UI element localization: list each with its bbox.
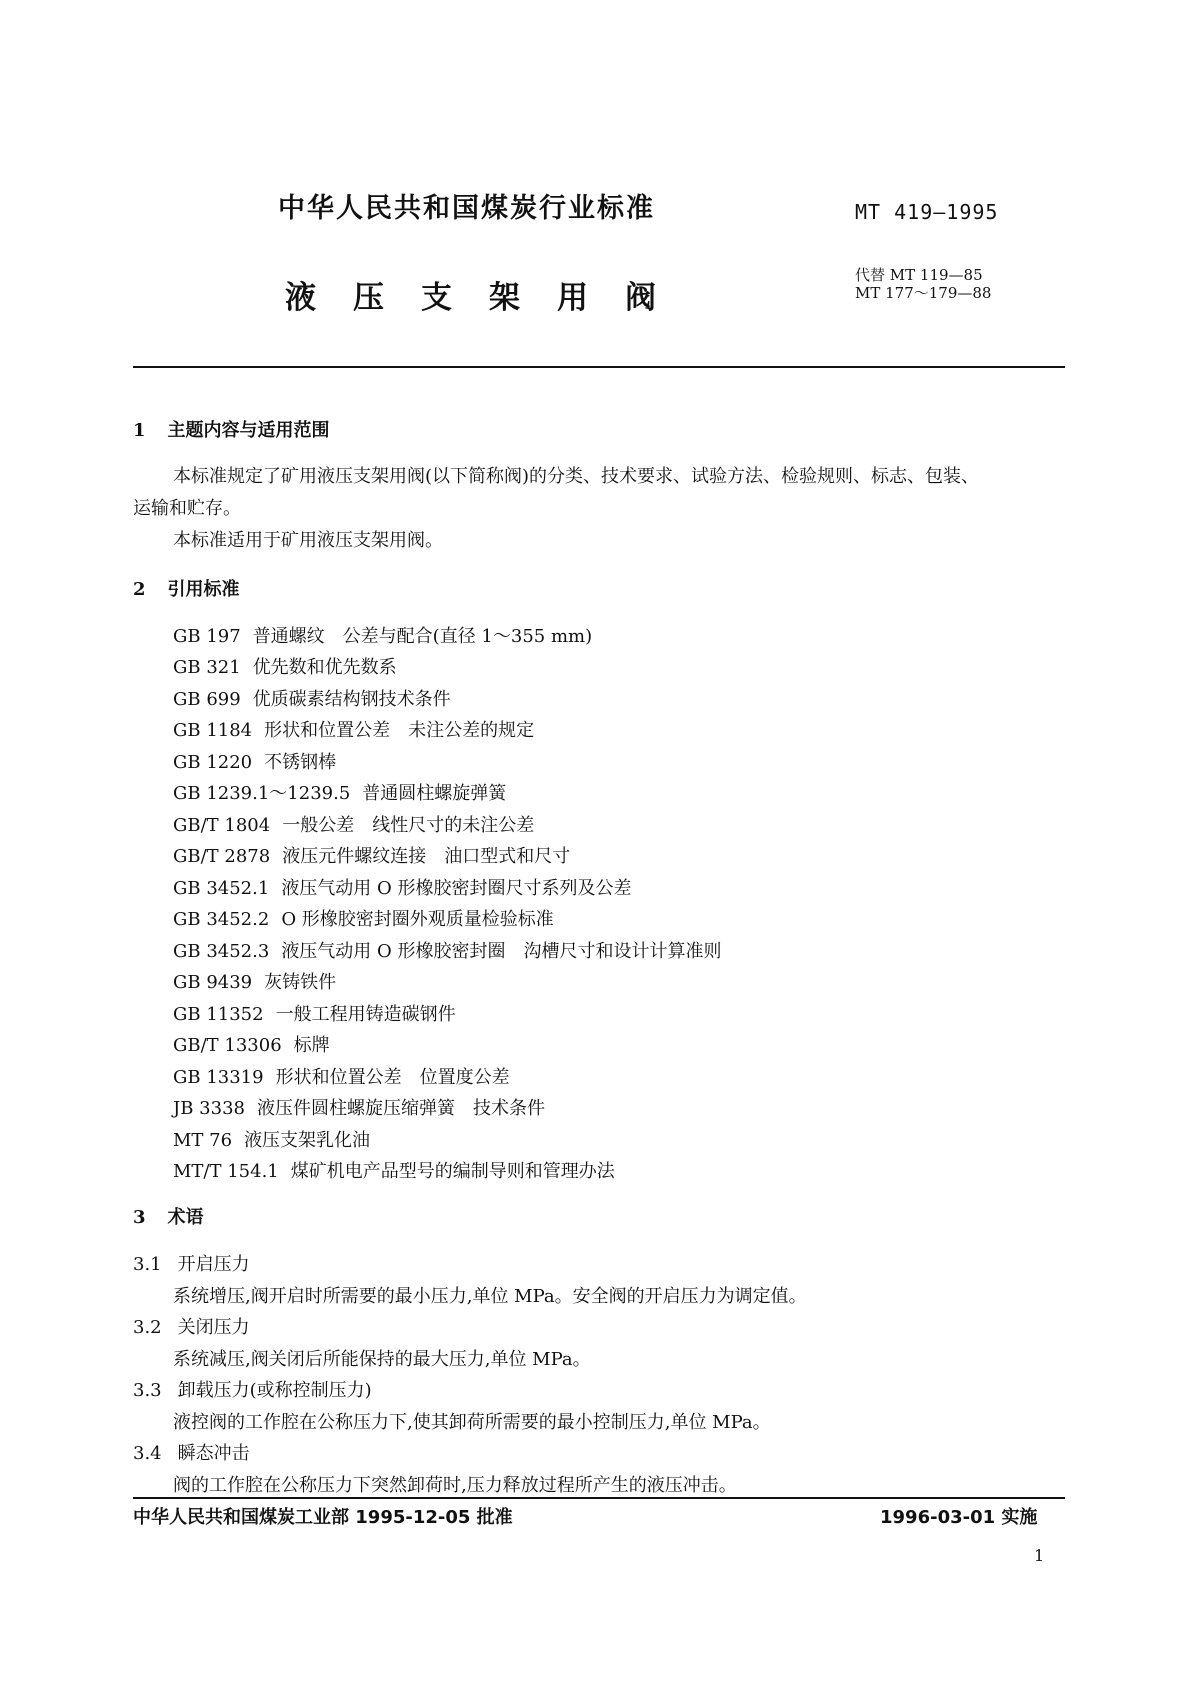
- header-divider: [133, 366, 1065, 368]
- reference-code: GB 3452.3: [173, 941, 270, 962]
- section-title: 引用标准: [167, 579, 240, 600]
- reference-item: [173, 1000, 456, 1026]
- reference-title: 液压件圆柱螺旋压缩弹簧 技术条件: [256, 1098, 545, 1119]
- reference-code: MT 76: [173, 1130, 233, 1151]
- reference-item: [173, 842, 570, 868]
- standard-code: MT 419—1995: [855, 200, 999, 224]
- reference-item: [173, 937, 722, 963]
- reference-item: [173, 779, 506, 805]
- term-number: 3.1: [133, 1254, 162, 1275]
- term-heading: [133, 1313, 250, 1339]
- title-char: 架: [489, 280, 520, 316]
- reference-item: [173, 622, 592, 648]
- reference-code: MT/T 154.1: [173, 1161, 279, 1182]
- reference-code: GB 11352: [173, 1004, 264, 1025]
- reference-code: GB 1220: [173, 752, 253, 773]
- reference-code: GB/T 13306: [173, 1035, 282, 1056]
- page-number: 1: [1034, 1546, 1045, 1565]
- title-char: 液: [285, 280, 316, 316]
- reference-title: 液压气动用 O 形橡胶密封圈尺寸系列及公差: [281, 878, 632, 899]
- reference-item: [173, 874, 632, 900]
- document-title: [285, 272, 656, 317]
- section-1-para-1-line-1: 本标准规定了矿用液压支架用阀(以下简称阀)的分类、技术要求、试验方法、检验规则、标志、包装、: [173, 466, 980, 487]
- term-description: 液控阀的工作腔在公称压力下,使其卸荷所需要的最小控制压力,单位 MPa。: [173, 1412, 771, 1433]
- reference-code: GB 699: [173, 689, 241, 710]
- reference-item: [173, 1157, 615, 1183]
- effective-date: 1996-03-01 实施: [880, 1507, 1038, 1528]
- reference-code: GB 1239.1～1239.5: [173, 783, 351, 804]
- term-name: 卸载压力(或称控制压力): [177, 1380, 372, 1401]
- reference-code: GB 321: [173, 657, 241, 678]
- title-char: 支: [421, 280, 452, 316]
- reference-title: 不锈钢棒: [264, 752, 337, 773]
- standard-title: 中华人民共和国煤炭行业标准: [278, 193, 655, 224]
- reference-title: 液压支架乳化油: [244, 1130, 371, 1151]
- reference-title: 优先数和优先数系: [252, 657, 397, 678]
- reference-item: [173, 685, 451, 711]
- reference-title: 形状和位置公差 位置度公差: [275, 1067, 510, 1088]
- reference-title: 优质碳素结构钢技术条件: [252, 689, 451, 710]
- reference-item: [173, 748, 336, 774]
- reference-title: 液压气动用 O 形橡胶密封圈 沟槽尺寸和设计计算准则: [281, 941, 722, 962]
- title-char: 阀: [625, 280, 656, 316]
- reference-item: [173, 1031, 330, 1057]
- section-2-heading: [133, 575, 240, 601]
- term-description: 系统减压,阀关闭后所能保持的最大压力,单位 MPa。: [173, 1349, 591, 1370]
- reference-code: GB 13319: [173, 1067, 264, 1088]
- title-char: 用: [557, 280, 588, 316]
- section-3-heading: [133, 1203, 204, 1229]
- title-char: 压: [353, 280, 384, 316]
- term-heading: [133, 1250, 250, 1276]
- section-1-para-1-line-2: 运输和贮存。: [133, 498, 241, 519]
- term-number: 3.4: [133, 1443, 162, 1464]
- term-heading: [133, 1376, 372, 1402]
- reference-item: [173, 811, 534, 837]
- section-number: 3: [133, 1207, 146, 1228]
- reference-title: 液压元件螺纹连接 油口型式和尺寸: [282, 846, 571, 867]
- reference-title: 普通圆柱螺旋弹簧: [362, 783, 507, 804]
- reference-title: 灰铸铁件: [264, 972, 337, 993]
- reference-item: [173, 1126, 370, 1152]
- term-name: 开启压力: [177, 1254, 250, 1275]
- reference-item: [173, 716, 534, 742]
- approval-line: 中华人民共和国煤炭工业部 1995-12-05 批准: [133, 1507, 513, 1528]
- section-title: 术语: [167, 1207, 204, 1228]
- section-number: 2: [133, 579, 146, 600]
- reference-code: GB 9439: [173, 972, 253, 993]
- term-name: 瞬态冲击: [177, 1443, 250, 1464]
- reference-item: [173, 905, 554, 931]
- reference-code: JB 3338: [173, 1098, 245, 1119]
- reference-title: 标牌: [293, 1035, 330, 1056]
- term-heading: [133, 1439, 250, 1465]
- reference-code: GB 3452.1: [173, 878, 270, 899]
- term-description: 系统增压,阀开启时所需要的最小压力,单位 MPa。安全阀的开启压力为调定值。: [173, 1286, 807, 1307]
- section-1-heading: [133, 416, 330, 442]
- section-title: 主题内容与适用范围: [167, 420, 330, 441]
- reference-item: [173, 1094, 545, 1120]
- replaces-line-1: 代替 MT 119—85: [855, 266, 983, 284]
- reference-title: 煤矿机电产品型号的编制导则和管理办法: [290, 1161, 615, 1182]
- term-description: 阀的工作腔在公称压力下突然卸荷时,压力释放过程所产生的液压冲击。: [173, 1475, 737, 1496]
- reference-code: GB 3452.2: [173, 909, 270, 930]
- reference-code: GB 197: [173, 626, 241, 647]
- reference-title: 普通螺纹 公差与配合(直径 1～355 mm): [252, 626, 593, 647]
- section-1-para-2: 本标准适用于矿用液压支架用阀。: [173, 530, 443, 551]
- section-number: 1: [133, 420, 146, 441]
- reference-title: 一般工程用铸造碳钢件: [275, 1004, 456, 1025]
- reference-title: O 形橡胶密封圈外观质量检验标准: [281, 909, 554, 930]
- reference-item: [173, 968, 336, 994]
- term-number: 3.2: [133, 1317, 162, 1338]
- reference-code: GB 1184: [173, 720, 253, 741]
- replaces-note: [855, 266, 991, 302]
- reference-title: 一般公差 线性尺寸的未注公差: [282, 815, 535, 836]
- reference-code: GB/T 2878: [173, 846, 271, 867]
- term-number: 3.3: [133, 1380, 162, 1401]
- footer-divider: [133, 1497, 1065, 1499]
- reference-code: GB/T 1804: [173, 815, 271, 836]
- reference-item: [173, 1063, 510, 1089]
- reference-item: [173, 653, 397, 679]
- replaces-line-2: MT 177～179—88: [855, 284, 992, 302]
- reference-title: 形状和位置公差 未注公差的规定: [264, 720, 535, 741]
- term-name: 关闭压力: [177, 1317, 250, 1338]
